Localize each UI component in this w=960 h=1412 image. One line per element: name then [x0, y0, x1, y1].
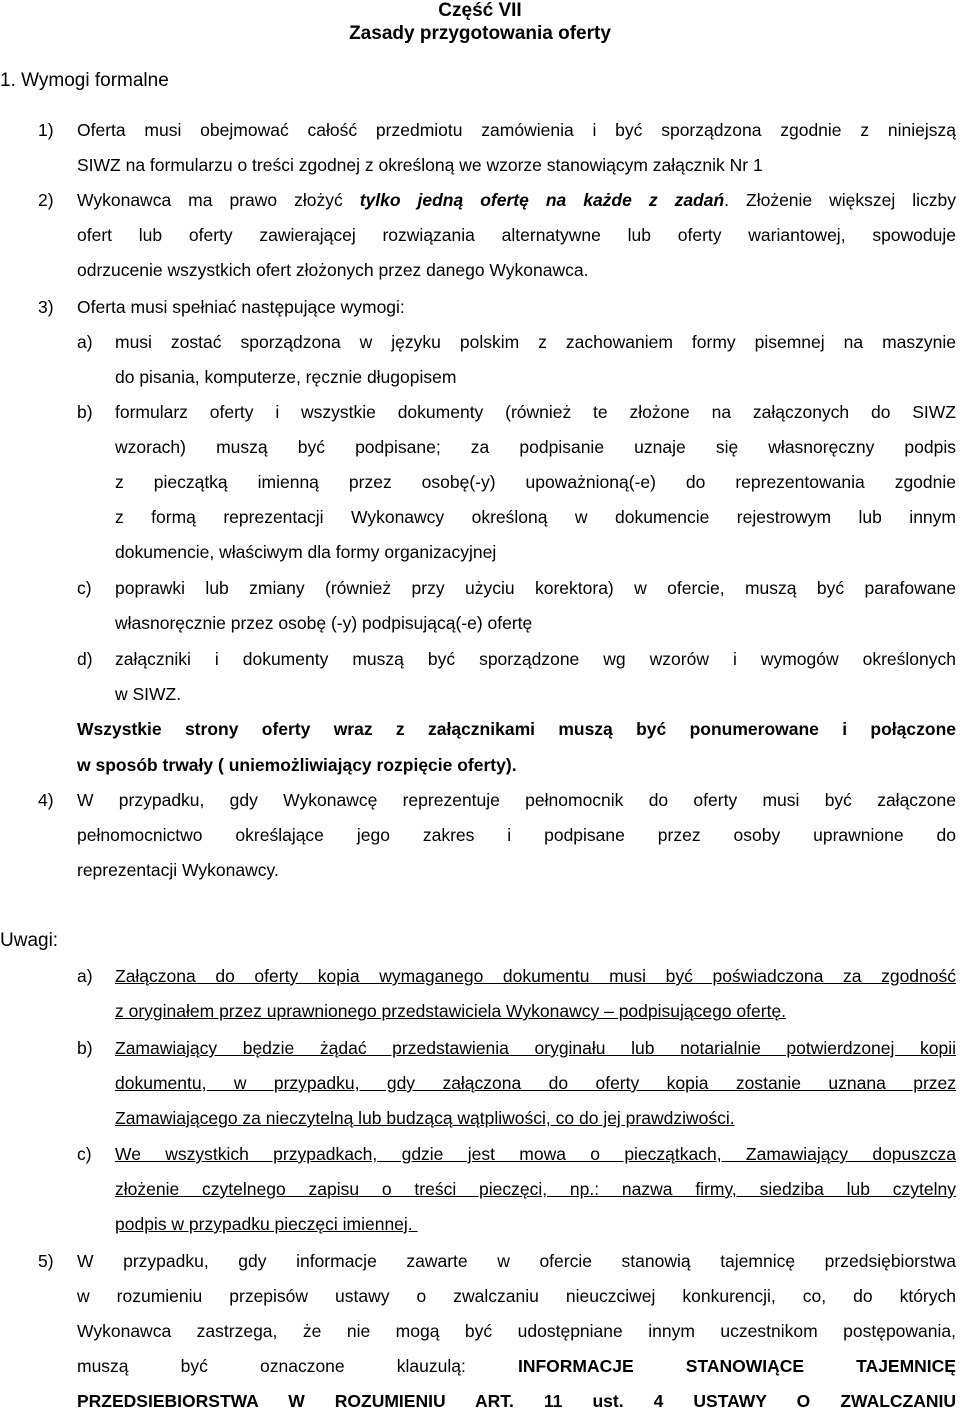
- item-4-line-2: pełnomocnictwo określające jego zakres i podpisane przez osoby uprawnione do: [77, 825, 956, 845]
- note-b-line-1: Zamawiający będzie żądać przedstawienia oryginału lub notarialnie potwierdzonej kopii: [115, 1038, 956, 1058]
- item-5-line-1: W przypadku, gdy informacje zawarte w ofercie stanowią tajemnicę przedsiębiorstwa: [77, 1251, 956, 1271]
- item-2-text-c: . Złożenie większej liczby: [724, 190, 957, 210]
- item-3a-line-2: do pisania, komputerze, ręcznie długopisem: [115, 367, 457, 387]
- item-3c-number: c): [77, 578, 92, 598]
- item-5-line-4: [77, 1356, 956, 1377]
- item-2-emphasis: tylko jedną ofertę na każde z zadań: [359, 190, 725, 210]
- item-3c-line-1: poprawki lub zmiany (również przy użyciu korektora) w ofercie, muszą być parafowane: [115, 578, 956, 598]
- note-a-line-1: Załączona do oferty kopia wymaganego dokumentu musi być poświadczona za zgodność: [115, 966, 956, 986]
- item-5-line-5: PRZEDSIEBIORSTWA W ROZUMIENIU ART. 11 ust. 4 USTAWY O ZWALCZANIU: [77, 1391, 956, 1411]
- item-1-number: 1): [38, 120, 54, 140]
- notes-heading: Uwagi:: [0, 930, 59, 951]
- item-4-number: 4): [38, 790, 54, 810]
- item-2-line-2: ofert lub oferty zawierającej rozwiązania alternatywne lub oferty wariantowej, spowoduje: [77, 225, 956, 245]
- item-3a-number: a): [77, 332, 93, 352]
- note-a-number: a): [77, 966, 93, 986]
- note-b-number: b): [77, 1038, 93, 1058]
- item-4-line-1: W przypadku, gdy Wykonawcę reprezentuje pełnomocnik do oferty musi być załączone: [77, 790, 956, 810]
- item-2-number: 2): [38, 190, 54, 210]
- note-c-number: c): [77, 1144, 92, 1164]
- item-3-bold-note-2: w sposób trwały ( uniemożliwiający rozpięcie oferty).: [77, 755, 517, 775]
- item-3b-line-1: formularz oferty i wszystkie dokumenty (również te złożone na załączonych do SIWZ: [115, 402, 956, 422]
- section-title: 1. Wymogi formalne: [0, 70, 169, 91]
- item-3d-line-2: w SIWZ.: [115, 684, 182, 704]
- item-3-bold-note-1: Wszystkie strony oferty wraz z załącznikami muszą być ponumerowane i połączone: [77, 719, 956, 739]
- item-2-text-a: Wykonawca ma prawo złożyć: [77, 190, 360, 210]
- item-2-line-1: [77, 190, 956, 211]
- note-a-line-2: z oryginałem przez uprawnionego przedstawiciela Wykonawcy – podpisującego ofertę.: [115, 1001, 787, 1021]
- item-5-clause: INFORMACJE STANOWIĄCE TAJEMNICĘ: [517, 1356, 956, 1376]
- item-3a-line-1: musi zostać sporządzona w języku polskim z zachowaniem formy pisemnej na maszynie: [115, 332, 956, 352]
- note-b-line-3: Zamawiającego za nieczytelną lub budzącą wątpliwości, co do jej prawdziwości.: [115, 1108, 735, 1128]
- part-heading: Część VII: [438, 0, 522, 21]
- item-1-line-2: SIWZ na formularzu o treści zgodnej z określoną we wzorze stanowiącym załącznik Nr 1: [77, 155, 763, 175]
- item-3c-line-2: własnoręcznie przez osobę (-y) podpisującą(-e) ofertę: [115, 613, 533, 633]
- item-3-number: 3): [38, 297, 54, 317]
- note-b-line-2: dokumentu, w przypadku, gdy załączona do oferty kopia zostanie uznana przez: [115, 1073, 956, 1093]
- item-5-text-a: muszą być oznaczone klauzulą:: [77, 1356, 518, 1376]
- item-5-line-2: w rozumieniu przepisów ustawy o zwalczaniu nieuczciwej konkurencji, co, do których: [77, 1286, 956, 1306]
- item-3-line-1: Oferta musi spełniać następujące wymogi:: [77, 297, 405, 317]
- item-3b-line-5: dokumencie, właściwym dla formy organizacyjnej: [115, 542, 497, 562]
- page-title: Zasady przygotowania oferty: [349, 23, 611, 44]
- item-3d-number: d): [77, 649, 93, 669]
- note-c-line-1: We wszystkich przypadkach, gdzie jest mowa o pieczątkach, Zamawiający dopuszcza: [115, 1144, 956, 1164]
- item-3b-line-2: wzorach) muszą być podpisane; za podpisanie uznaje się własnoręczny podpis: [115, 437, 956, 457]
- item-3b-line-4: z formą reprezentacji Wykonawcy określoną w dokumencie rejestrowym lub innym: [115, 507, 956, 527]
- item-3d-line-1: załączniki i dokumenty muszą być sporządzone wg wzorów i wymogów określonych: [115, 649, 956, 669]
- note-c-line-2: złożenie czytelnego zapisu o treści pieczęci, np.: nazwa firmy, siedziba lub czytelny: [115, 1179, 956, 1199]
- note-c-line-3: podpis w przypadku pieczęci imiennej.: [115, 1214, 418, 1234]
- item-2-line-3: odrzucenie wszystkich ofert złożonych przez danego Wykonawca.: [77, 260, 589, 280]
- item-3b-number: b): [77, 402, 93, 422]
- item-3b-line-3: z pieczątką imienną przez osobę(-y) upoważnioną(-e) do reprezentowania zgodnie: [115, 472, 956, 492]
- item-4-line-3: reprezentacji Wykonawcy.: [77, 860, 279, 880]
- item-5-number: 5): [38, 1251, 54, 1271]
- item-1-line-1: Oferta musi obejmować całość przedmiotu zamówienia i być sporządzona zgodnie z niniejszą: [77, 120, 956, 140]
- item-5-line-3: Wykonawca zastrzega, że nie mogą być udostępniane innym uczestnikom postępowania,: [77, 1321, 956, 1341]
